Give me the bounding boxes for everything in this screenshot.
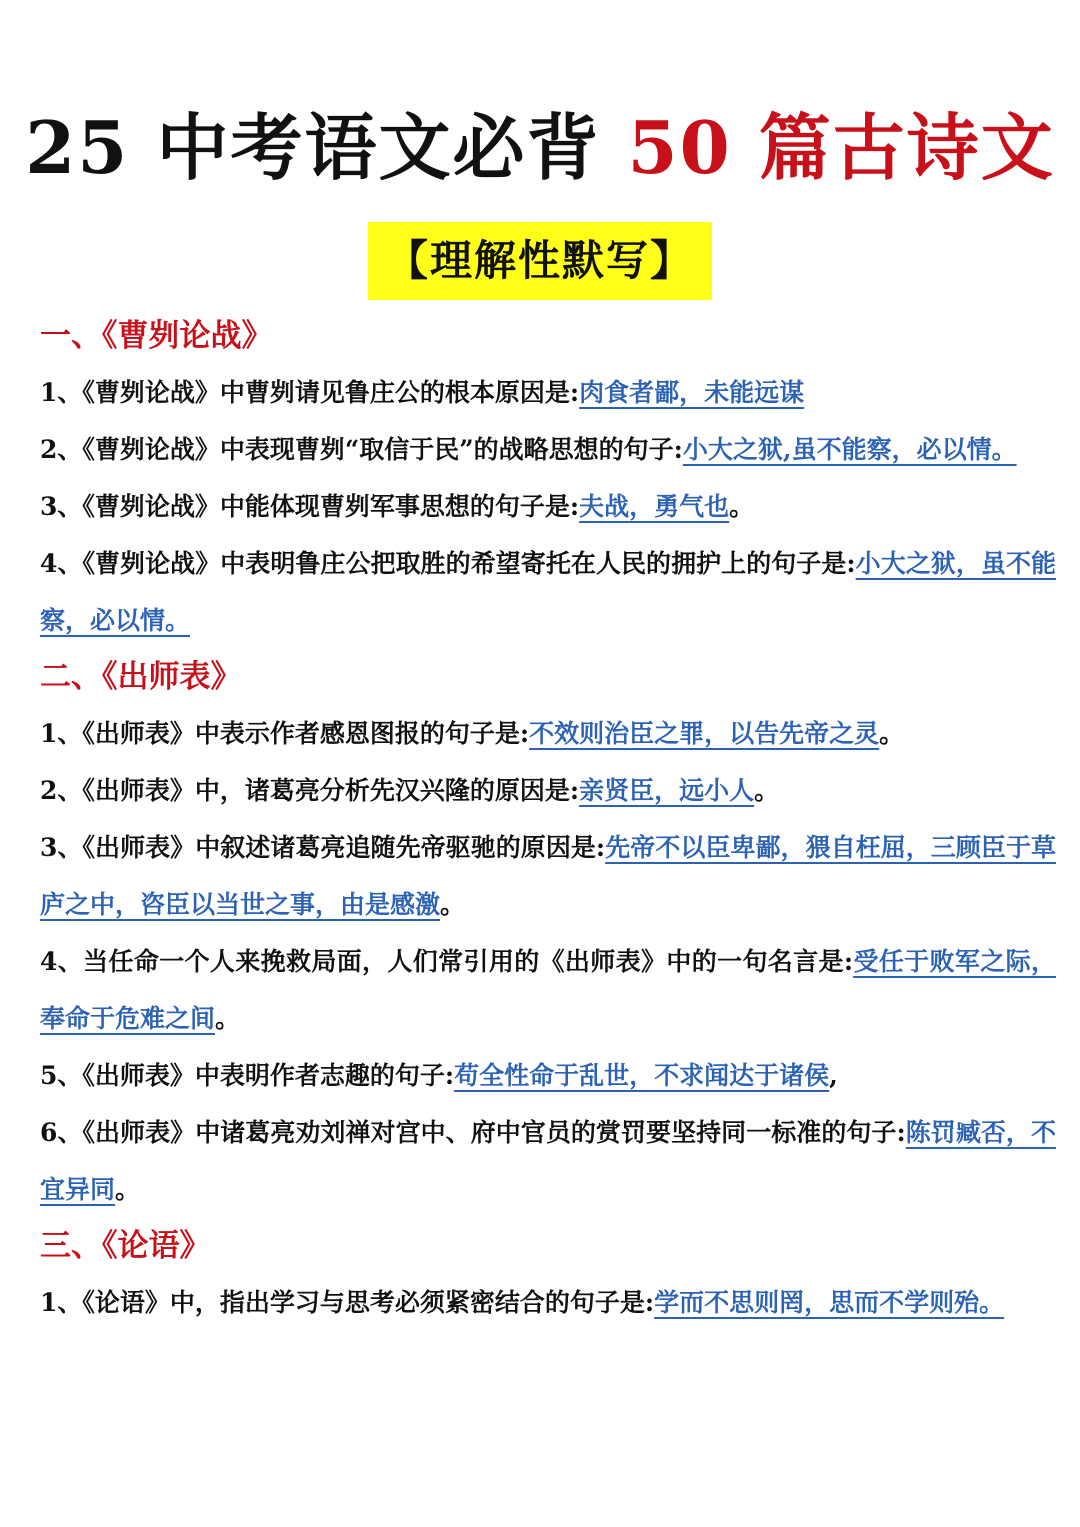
answer-tail: 。 [440,890,466,919]
answer-text: 陈罚臧否，不宜异同 [40,1118,1056,1204]
page-title [0,100,1080,196]
question-text: 1、《论语》中，指出学习与思考必须紧密结合的句子是: [40,1288,655,1317]
question-item [40,819,1056,933]
answer-tail: 。 [115,1175,141,1204]
question-item [40,364,1056,421]
answer-text: 小大之狱，虽不能察，必以情。 [40,549,1056,635]
question-text: 5、《出师表》中表明作者志趣的句子: [40,1061,455,1090]
question-item [40,705,1056,762]
answer-text: 亲贤臣，远小人 [579,776,755,805]
answer-tail: 。 [215,1004,241,1033]
question-item [40,421,1056,478]
question-text: 2、《曹刿论战》中表现曹刿“取信于民”的战略思想的句子: [40,435,683,464]
answer-tail: 。 [729,492,755,521]
content [40,308,1056,1331]
answer-text: 肉食者鄙，未能远谋 [579,378,805,407]
section-heading: 一、《曹刿论战》 [40,318,273,354]
question-item [40,478,1056,535]
question-item [40,1047,1056,1104]
answer-text: 先帝不以臣卑鄙，猥自枉屈，三顾臣于草庐之中，咨臣以当世之事，由是感激 [40,833,1056,919]
question-text: 3、《曹刿论战》中能体现曹刿军事思想的句子是: [40,492,580,521]
section-caogui [40,308,1056,649]
section-heading: 三、《论语》 [40,1228,211,1264]
section-heading: 二、《出师表》 [40,659,242,695]
answer-text: 小大之狱,虽不能察，必以情。 [682,435,1017,464]
question-text: 3、《出师表》中叙述诸葛亮追随先帝驱驰的原因是: [40,833,606,862]
answer-tail: 。 [754,776,780,805]
section-chushibiao [40,649,1056,1218]
question-text: 4、当任命一个人来挽救局面，人们常引用的《出师表》中的一句名言是: [40,947,854,976]
answer-tail: 。 [879,719,905,748]
question-text: 1、《曹刿论战》中曹刿请见鲁庄公的根本原因是: [40,378,580,407]
title-part-red: 50 篇古诗文 [627,105,1055,190]
title-part-black: 25 中考语文必背 [25,105,601,190]
question-item [40,1274,1056,1331]
question-text: 4、《曹刿论战》中表明鲁庄公把取胜的希望寄托在人民的拥护上的句子是: [40,549,856,578]
question-item [40,535,1056,649]
question-text: 1、《出师表》中表示作者感恩图报的句子是: [40,719,530,748]
answer-text: 苟全性命于乱世，不求闻达于诸侯 [454,1061,830,1090]
section-lunyu [40,1218,1056,1331]
question-text: 2、《出师表》中，诸葛亮分析先汉兴隆的原因是: [40,776,580,805]
answer-text: 受任于败军之际，奉命于危难之间 [40,947,1056,1033]
subtitle-wrap [0,222,1080,300]
subtitle-highlight: 【理解性默写】 [368,222,712,300]
question-item [40,762,1056,819]
question-text: 6、《出师表》中诸葛亮劝刘禅对宫中、府中官员的赏罚要坚持同一标准的句子: [40,1118,906,1147]
question-item [40,1104,1056,1218]
question-item [40,933,1056,1047]
answer-text: 学而不思则罔，思而不学则殆。 [654,1288,1005,1317]
answer-tail: , [829,1061,838,1090]
answer-text: 不效则治臣之罪，以告先帝之灵 [529,719,880,748]
answer-text: 夫战，勇气也 [579,492,730,521]
